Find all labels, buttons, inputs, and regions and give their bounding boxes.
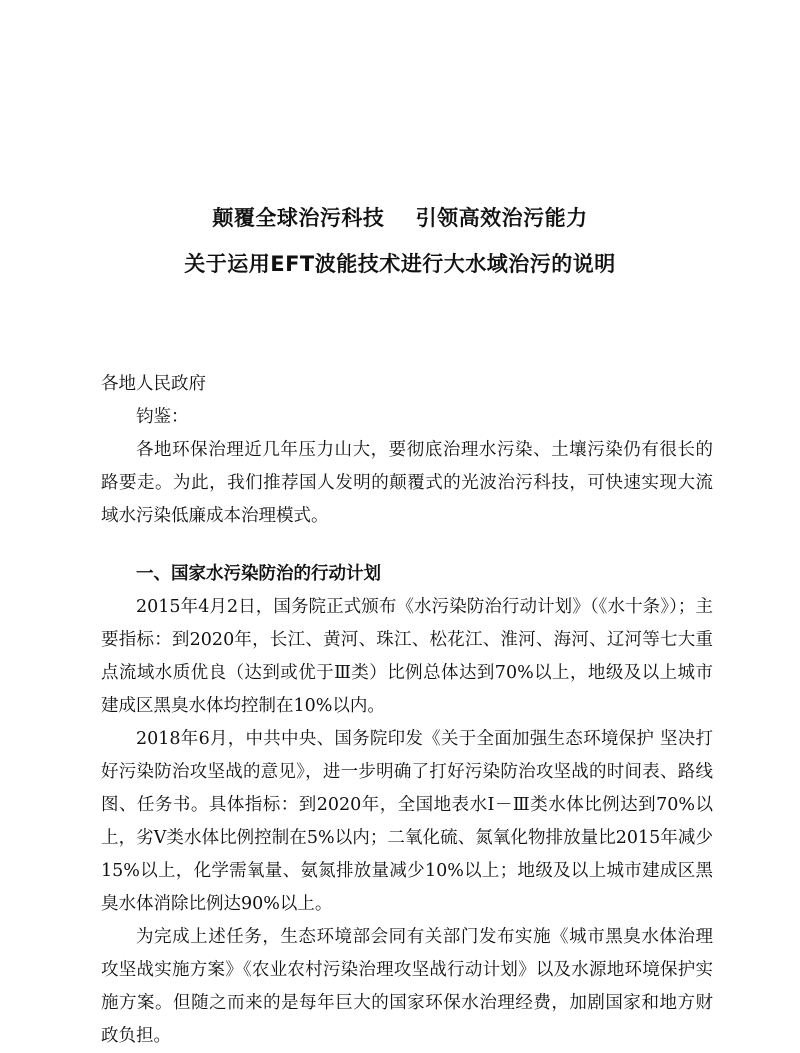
paragraph-3: 为完成上述任务，生态环境部会同有关部门发布实施《城市黑臭水体治理攻坚战实施方案》《农业农村污染治理攻坚战行动计划》以及水源地环境保护实施方案。但随之而来的是每年巨大的国家环保水治理经费，加剧国家和地方财政负担。 <box>101 927 713 1046</box>
addressee: 各地人民政府 <box>101 374 206 394</box>
document-body <box>101 368 713 1053</box>
salutation: 钧鉴： <box>136 407 189 427</box>
intro-paragraph: 各地环保治理近几年压力山大，要彻底治理水污染、土壤污染仍有很长的路要走。为此，我们推荐国人发明的颠覆式的光波治污科技，可快速实现大流域水污染低廉成本治理模式。 <box>101 440 713 526</box>
paragraph-1: 2015年4月2日，国务院正式颁布《水污染防治行动计划》（《水十条》）；主要指标：到2020年，长江、黄河、珠江、松花江、淮河、海河、辽河等七大重点流域水质优良（达到或优于Ⅲ类）比例总体达到70%以上，地级及以上城市建成区黑臭水体均控制在10%以内。 <box>101 597 713 716</box>
section-heading: 一、国家水污染防治的行动计划 <box>136 564 381 584</box>
document-title-line-2: 关于运用EFT波能技术进行大水域治污的说明 <box>184 252 616 276</box>
document-title-line-1: 颠覆全球治污科技 引领高效治污能力 <box>212 206 588 230</box>
paragraph-2: 2018年6月，中共中央、国务院印发《关于全面加强生态环境保护 坚决打好污染防治攻坚战的意见》，进一步明确了打好污染防治攻坚战的时间表、路线图、任务书。具体指标：到2020年，全国地表水Ⅰ－Ⅲ类水体比例达到70%以上，劣Ⅴ类水体比例控制在5%以内；二氧化硫、氮氧化物排放量比2015年减少15%以上，化学需氧量、氨氮排放量减少10%以上；地级及以上城市建成区黑臭水体消除比例达90%以上。 <box>101 729 713 914</box>
